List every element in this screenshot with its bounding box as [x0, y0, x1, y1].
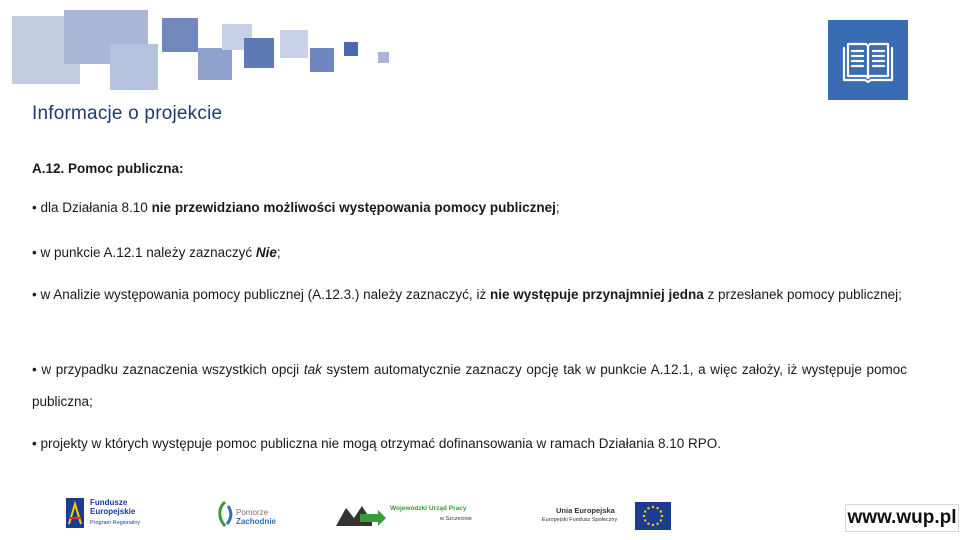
pz-emblem-icon	[214, 500, 236, 528]
fe-text-line1: Fundusze	[90, 498, 128, 507]
bullet-3	[32, 279, 907, 311]
fundusze-europejskie-logo	[66, 496, 156, 532]
bullet-text: • w przypadku zaznaczenia wszystkich opcji	[32, 362, 304, 377]
deco-square	[162, 18, 198, 52]
open-book-icon	[828, 20, 908, 100]
fe-text-line3: Program Regionalny	[90, 520, 141, 526]
bullet-5	[32, 428, 907, 460]
bullet-text: ;	[276, 245, 281, 260]
website-link[interactable]: www.wup.pl	[845, 504, 959, 532]
bullet-text: z przesłanek pomocy publicznej;	[703, 287, 902, 302]
bullet-2	[32, 237, 907, 269]
fe-text-line2: Europejskie	[90, 507, 136, 516]
ue-text-line2: Europejski Fundusz Społeczny	[542, 517, 618, 523]
section-heading: A.12. Pomoc publiczna:	[32, 161, 184, 176]
bullet-emphasis: tak	[303, 362, 322, 377]
bullet-emphasis: nie przewidziano możliwości występowania pomocy publicznej	[151, 200, 556, 215]
deco-square	[280, 30, 308, 58]
eu-flag-icon	[635, 502, 671, 530]
bullet-emphasis: Nie	[255, 245, 277, 260]
deco-square	[110, 44, 158, 90]
wup-text-line2: w Szczecinie	[440, 516, 472, 522]
wup-emblem-icon	[336, 502, 386, 528]
bullet-4	[32, 354, 907, 418]
header-icon-box	[828, 20, 908, 100]
deco-square	[244, 38, 274, 68]
bullet-emphasis: nie występuje przynajmniej jedna	[489, 287, 704, 302]
bullet-text: • dla Działania 8.10	[32, 200, 152, 215]
bullet-text: ;	[555, 200, 560, 215]
fe-emblem-icon	[66, 498, 86, 528]
wup-szczecin-logo	[336, 500, 481, 532]
bullet-text: system automatycznie zaznaczy opcję tak w punkcie A.12.1, a więc założy, iż występuje pomoc publiczna;	[32, 362, 908, 409]
pomorze-zachodnie-logo	[214, 500, 284, 532]
deco-square	[378, 52, 389, 63]
deco-square	[198, 48, 232, 80]
pz-text-line1: Pomorze	[236, 508, 269, 517]
wup-text-line1: Wojewódzki Urząd Pracy	[390, 505, 467, 512]
page-title: Informacje o projekcie	[32, 103, 223, 124]
bullet-1	[32, 192, 907, 224]
bullet-text: • w Analizie występowania pomocy publicznej (A.12.3.) należy zaznaczyć, iż	[32, 287, 490, 302]
bullet-text: • projekty w których występuje pomoc publiczna nie mogą otrzymać dofinansowania w ramach Działania 8.10 RPO.	[32, 436, 722, 451]
unia-europejska-logo	[538, 500, 678, 532]
deco-square	[310, 48, 334, 72]
pz-text-line2: Zachodnie	[236, 517, 277, 526]
bullet-text: • w punkcie A.12.1 należy zaznaczyć	[32, 245, 256, 260]
deco-square	[344, 42, 358, 56]
ue-text-line1: Unia Europejska	[556, 506, 615, 515]
